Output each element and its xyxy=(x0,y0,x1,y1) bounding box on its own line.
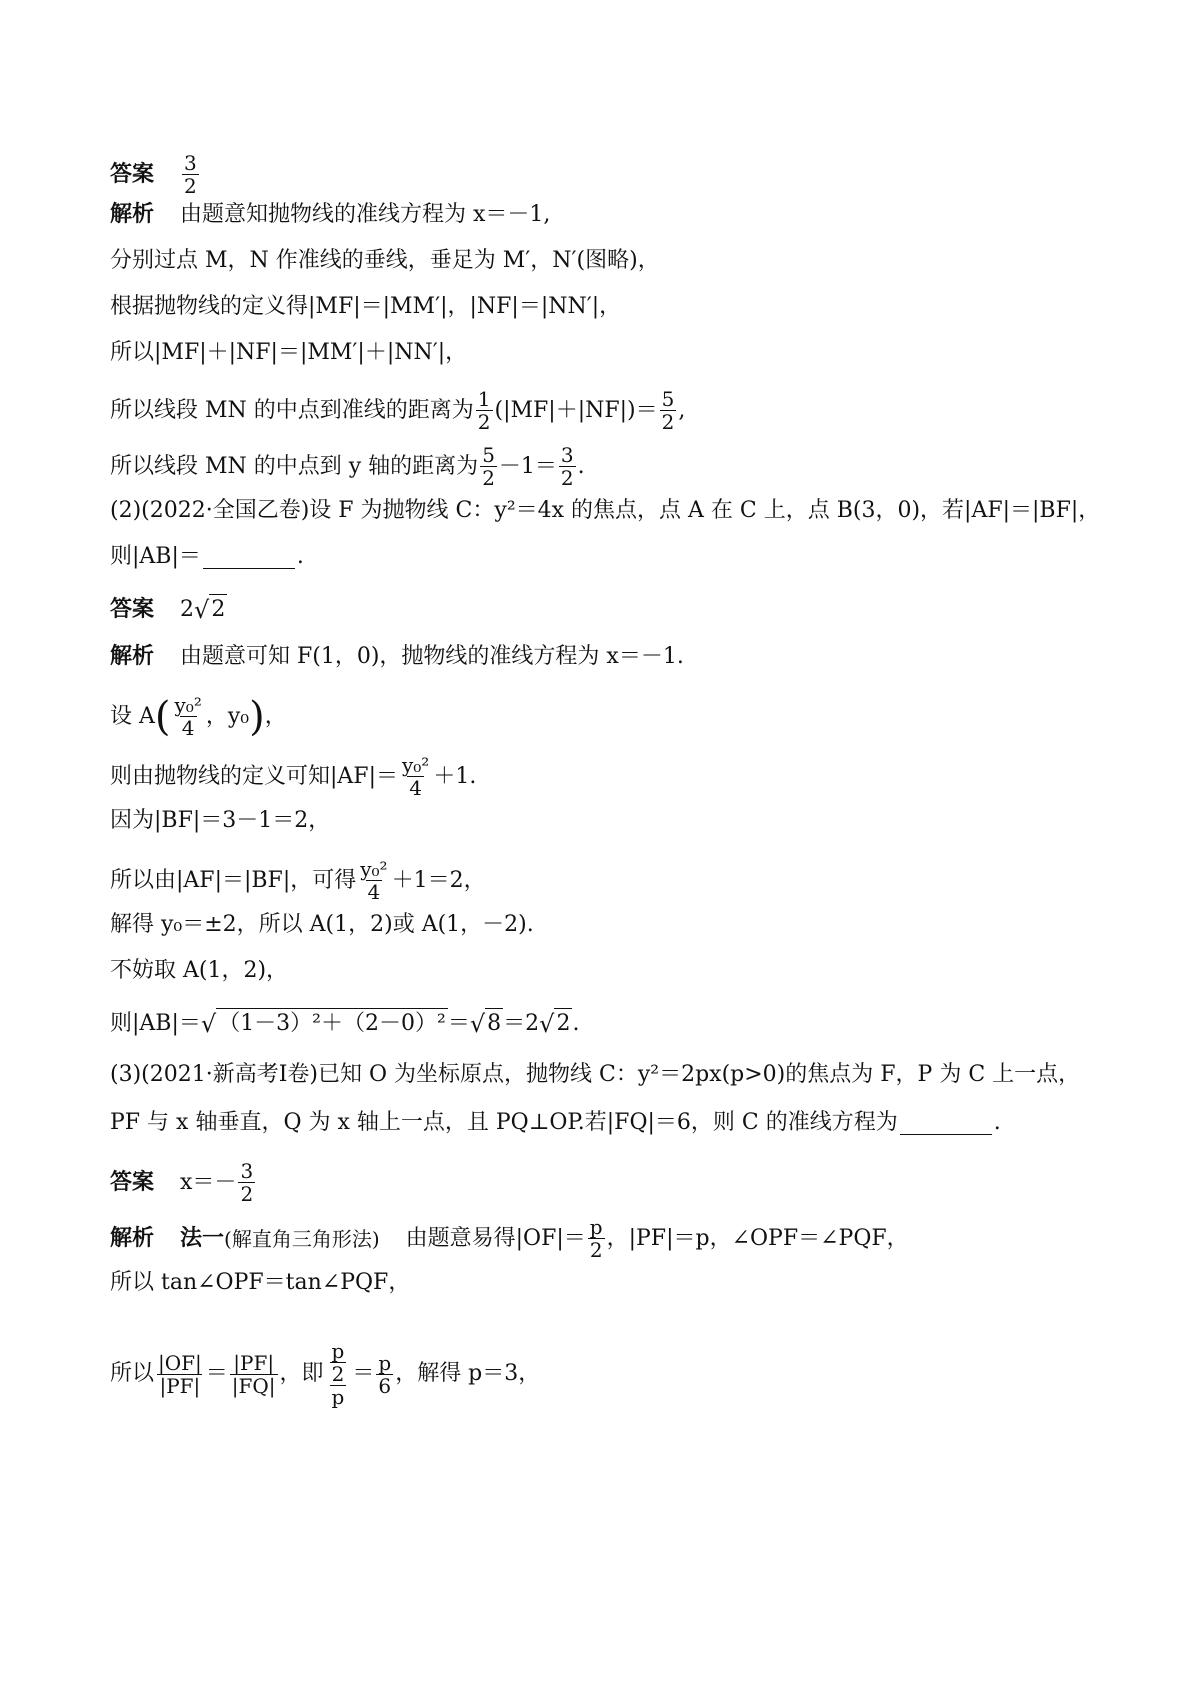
fraction: $\frac{\text{y₀²}}{4}$ xyxy=(401,753,430,800)
text-line: 则|AB|＝ √ （1－3）²＋（2－0）² ＝ √ 8 ＝2 √ 2 . xyxy=(110,1010,580,1038)
compound-fraction: $\frac{\frac{p}{2}}{p}$ xyxy=(331,1339,345,1409)
fraction: $\frac{\text{y₀²}}{4}$ xyxy=(360,857,388,904)
answer-blank xyxy=(203,546,295,569)
text-line: 根据抛物线的定义得|MF|＝|MM′|，|NF|＝|NN′|， xyxy=(110,294,622,319)
text-line: 分别过点 M，N 作准线的垂线，垂足为 M′，N′(图略)， xyxy=(110,248,660,273)
text-line: 因为|BF|＝3－1＝2， xyxy=(110,808,331,833)
fraction: $\frac{p}{2}$ xyxy=(589,1215,603,1262)
q2-answer-line: 答案 2 √ 2 xyxy=(110,596,226,624)
fraction: $\frac{5}{2}$ xyxy=(482,443,495,490)
q2-stem-line: 则|AB|＝ . xyxy=(110,544,304,569)
text-line: 所以线段 MN 的中点到准线的距离为 $\frac{1}{2}$ (|MF|＋|NF|)＝ $\frac{5}{2}$ , xyxy=(110,387,686,434)
fraction: $\frac{|PF|}{|FQ|}$ xyxy=(231,1350,276,1398)
text-line: 则由抛物线的定义可知|AF|＝ $\frac{\text{y₀²}}{4}$ ＋1. xyxy=(110,753,477,800)
sqrt: √ 2 xyxy=(539,1010,571,1038)
q3-analysis-line: 解析 法一 (解直角三角形法) 由题意易得|OF|＝ $\frac{p}{2}$ ，|PF|＝p，∠OPF＝∠PQF， xyxy=(110,1215,909,1262)
q3-stem-line: (3)(2021·新高考Ⅰ卷)已知 O 为坐标原点，抛物线 C：y²＝2px(p>0)的焦点为 F，P 为 C 上一点， xyxy=(110,1062,1081,1087)
answer-label: 答案 xyxy=(110,1169,155,1195)
analysis-label: 解析 xyxy=(110,1225,155,1251)
text: 由题意知抛物线的准线方程为 x＝－1, xyxy=(180,202,551,227)
text-line: 设 A ( $\frac{\text{y₀²}}{4}$ ，y₀ ) ， xyxy=(110,693,287,740)
text-line: 所以由|AF|＝|BF|，可得 $\frac{\text{y₀²}}{4}$ ＋1＝2， xyxy=(110,857,486,904)
answer-blank xyxy=(900,1112,992,1135)
answer-label: 答案 xyxy=(110,161,155,187)
sqrt: √ 2 xyxy=(194,596,226,624)
method-label: 法一 xyxy=(180,1225,225,1251)
q2-stem-line: (2)(2022·全国乙卷)设 F 为抛物线 C：y²＝4x 的焦点，点 A 在 C 上，点 B(3，0)，若|AF|＝|BF|， xyxy=(110,498,1101,523)
analysis-label: 解析 xyxy=(110,202,155,227)
analysis-label: 解析 xyxy=(110,644,155,669)
fraction: $\frac{|OF|}{|PF|}$ xyxy=(158,1350,202,1398)
q3-stem-line: PF 与 x 轴垂直，Q 为 x 轴上一点，且 PQ⊥OP.若|FQ|＝6，则 C 的准线方程为 . xyxy=(110,1110,1001,1135)
fraction: $\frac{\text{y₀²}}{4}$ xyxy=(174,693,202,740)
fraction: $\frac{5}{2}$ xyxy=(661,387,675,434)
sqrt: √ 8 xyxy=(469,1010,502,1038)
text-line: 所以线段 MN 的中点到 y 轴的距离为 $\frac{5}{2}$ －1＝ $\frac{3}{2}$ . xyxy=(110,443,585,490)
text-line: 所以 $\frac{|OF|}{|PF|}$ ＝ $\frac{|PF|}{|FQ|}$ ，即 $\frac{\frac{p}{2}}{p}$ ＝ $\frac{p}{6}$ ，解得 p＝3， xyxy=(110,1339,541,1409)
text-line: 不妨取 A(1，2)， xyxy=(110,958,289,983)
fraction: $\frac{1}{2}$ xyxy=(477,387,491,434)
fraction: $\frac{3}{2}$ xyxy=(240,1159,254,1206)
fraction: $\frac{p}{2}$ xyxy=(331,1339,345,1386)
text-line: 所以|MF|＋|NF|＝|MM′|＋|NN′|， xyxy=(110,340,468,365)
text-line: 解得 y₀＝±2，所以 A(1，2)或 A(1，－2). xyxy=(110,912,534,937)
fraction: $\frac{p}{6}$ xyxy=(378,1350,392,1398)
q1-analysis-line xyxy=(110,200,1120,230)
q3-answer-line: 答案 x＝－ $\frac{3}{2}$ xyxy=(110,1159,254,1206)
sqrt: √ （1－3）²＋（2－0）² xyxy=(200,1010,446,1038)
q2-analysis-line: 解析 由题意可知 F(1，0)，抛物线的准线方程为 x＝－1. xyxy=(110,642,1120,672)
fraction: $\frac{3}{2}$ xyxy=(560,443,574,490)
answer-label: 答案 xyxy=(110,596,155,622)
fraction: $\frac{3}{2}$ xyxy=(184,151,197,198)
q1-answer-line xyxy=(110,152,1120,197)
text-line: 所以 tan∠OPF＝tan∠PQF， xyxy=(110,1270,411,1295)
